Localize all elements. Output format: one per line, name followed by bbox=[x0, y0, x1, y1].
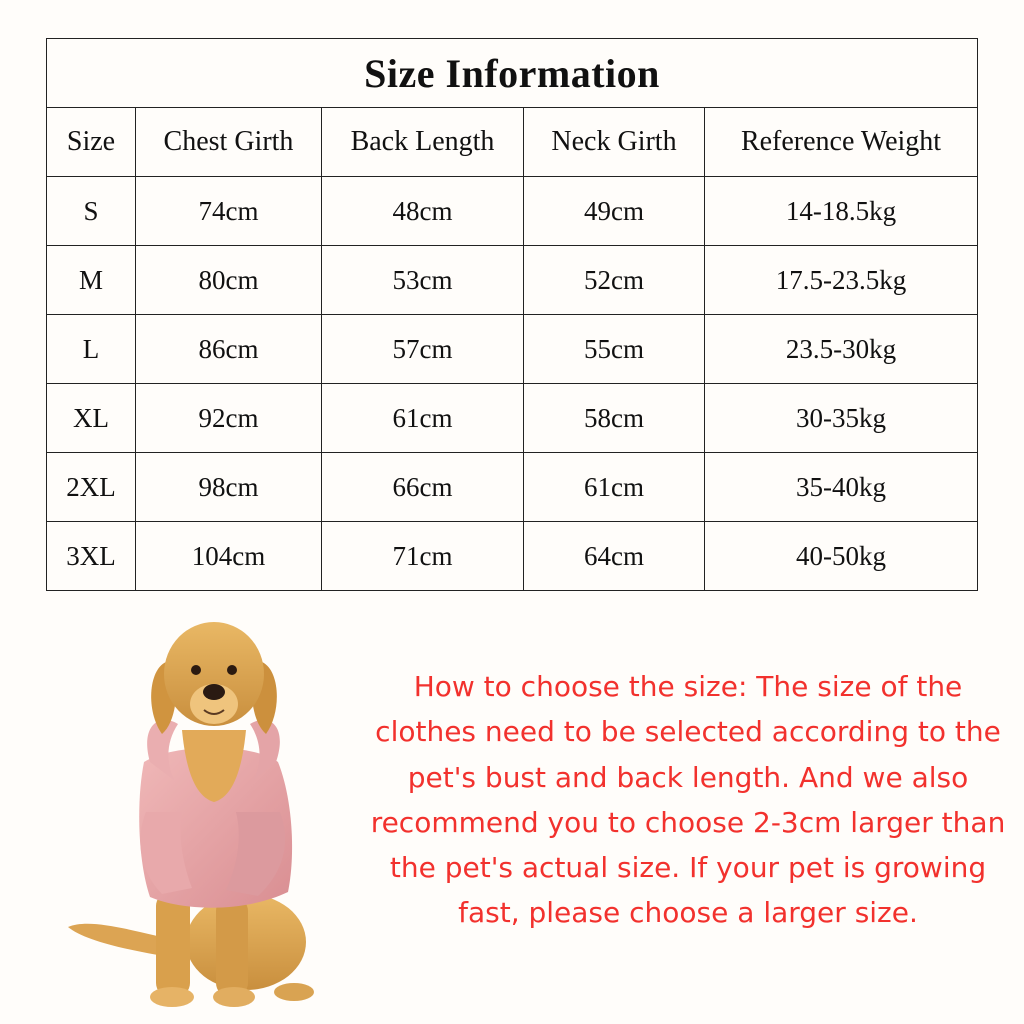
dog-left-eye bbox=[191, 665, 201, 675]
dog-nose bbox=[203, 684, 225, 700]
cell-chest-girth: 80cm bbox=[136, 246, 322, 315]
dog-right-leg bbox=[216, 897, 248, 997]
cell-chest-girth: 98cm bbox=[136, 453, 322, 522]
cell-back-length: 66cm bbox=[322, 453, 524, 522]
table-row bbox=[47, 177, 978, 246]
table-row bbox=[47, 453, 978, 522]
cell-neck-girth: 49cm bbox=[524, 177, 705, 246]
header-reference-weight: Reference Weight bbox=[705, 108, 978, 177]
cell-reference-weight: 40-50kg bbox=[705, 522, 978, 591]
cell-neck-girth: 61cm bbox=[524, 453, 705, 522]
cell-neck-girth: 64cm bbox=[524, 522, 705, 591]
cell-chest-girth: 92cm bbox=[136, 384, 322, 453]
cell-back-length: 53cm bbox=[322, 246, 524, 315]
header-size: Size bbox=[47, 108, 136, 177]
size-advice-text: How to choose the size: The size of the clothes need to be selected according to the pet's bust and back length. And we also recommend you to choose 2-3cm larger than the pet's actual size. If your pet is growing fast, please choose a larger size. bbox=[370, 670, 1006, 930]
table-header-row bbox=[47, 108, 978, 177]
cell-reference-weight: 30-35kg bbox=[705, 384, 978, 453]
cell-reference-weight: 17.5-23.5kg bbox=[705, 246, 978, 315]
cell-size: L bbox=[47, 315, 136, 384]
table-title: Size Information bbox=[47, 39, 978, 108]
table-row bbox=[47, 246, 978, 315]
cell-back-length: 71cm bbox=[322, 522, 524, 591]
cell-back-length: 57cm bbox=[322, 315, 524, 384]
dog-left-leg bbox=[156, 892, 190, 997]
cell-size: 2XL bbox=[47, 453, 136, 522]
cell-reference-weight: 35-40kg bbox=[705, 453, 978, 522]
dog-in-hoodie-photo bbox=[66, 612, 316, 1012]
cell-chest-girth: 74cm bbox=[136, 177, 322, 246]
table-row bbox=[47, 315, 978, 384]
header-chest-girth: Chest Girth bbox=[136, 108, 322, 177]
cell-size: XL bbox=[47, 384, 136, 453]
header-neck-girth: Neck Girth bbox=[524, 108, 705, 177]
dog-right-paw bbox=[213, 987, 255, 1007]
dog-right-eye bbox=[227, 665, 237, 675]
size-information-table bbox=[46, 38, 978, 591]
cell-reference-weight: 14-18.5kg bbox=[705, 177, 978, 246]
cell-chest-girth: 104cm bbox=[136, 522, 322, 591]
cell-size: 3XL bbox=[47, 522, 136, 591]
cell-chest-girth: 86cm bbox=[136, 315, 322, 384]
cell-reference-weight: 23.5-30kg bbox=[705, 315, 978, 384]
table-row bbox=[47, 522, 978, 591]
cell-neck-girth: 58cm bbox=[524, 384, 705, 453]
cell-back-length: 48cm bbox=[322, 177, 524, 246]
dog-left-paw bbox=[150, 987, 194, 1007]
cell-neck-girth: 55cm bbox=[524, 315, 705, 384]
cell-back-length: 61cm bbox=[322, 384, 524, 453]
table-row bbox=[47, 384, 978, 453]
cell-size: S bbox=[47, 177, 136, 246]
dog-rear-paw bbox=[274, 983, 314, 1001]
header-back-length: Back Length bbox=[322, 108, 524, 177]
cell-size: M bbox=[47, 246, 136, 315]
cell-neck-girth: 52cm bbox=[524, 246, 705, 315]
